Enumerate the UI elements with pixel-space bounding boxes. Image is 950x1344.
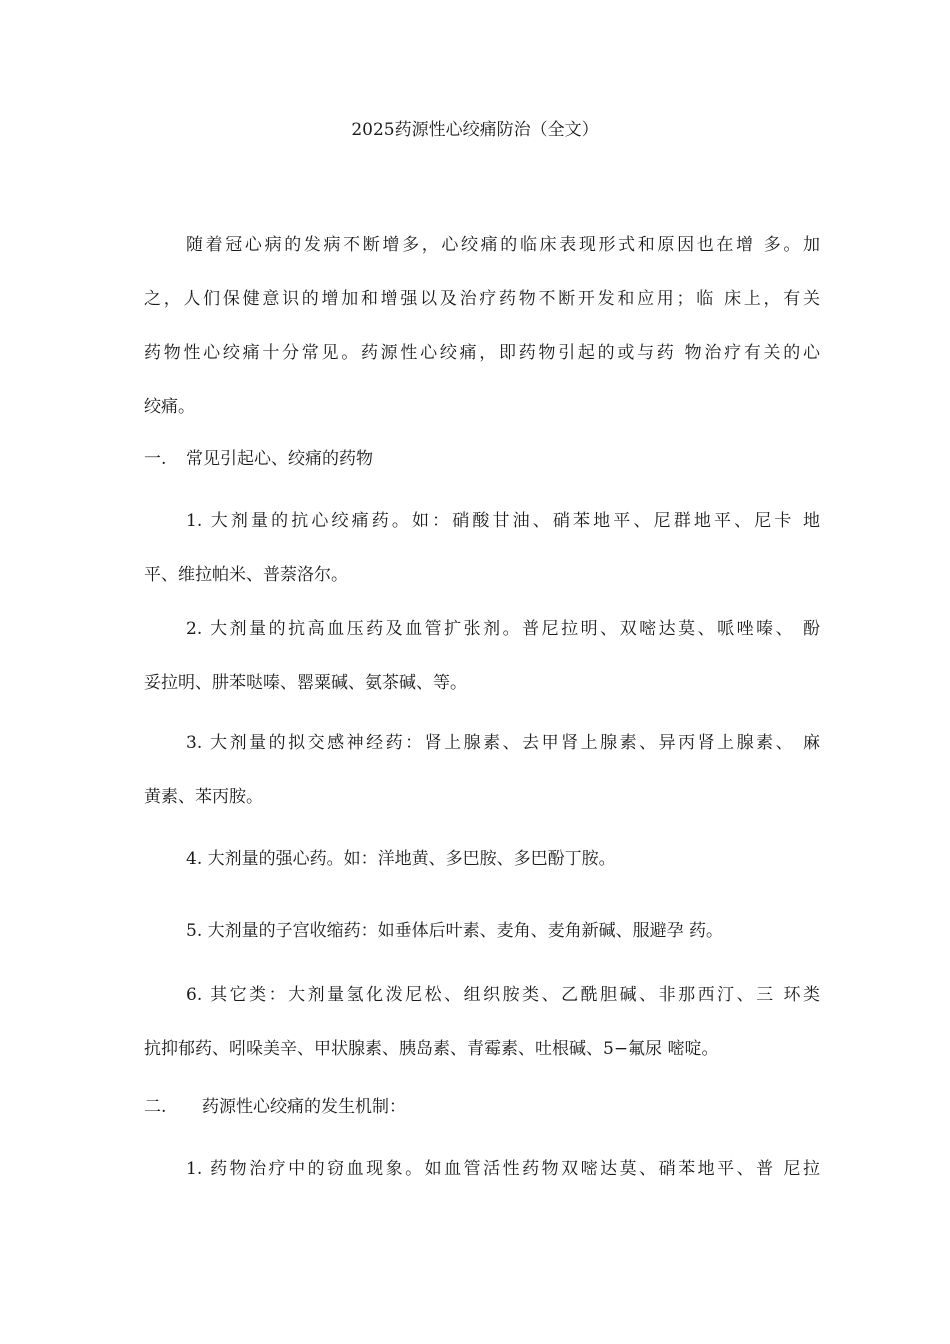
section-title: 常见引起心、绞痛的药物 xyxy=(186,449,373,469)
section-title: 药源性心绞痛的发生机制： xyxy=(202,1097,406,1117)
intro-line: 绞痛。 xyxy=(144,397,195,417)
list-item-line: 1. 大剂量的抗心绞痛药。如：硝酸甘油、硝苯地平、尼群地平、尼卡 地 xyxy=(186,511,820,531)
list-item-line: 平、维拉帕米、普萘洛尔。 xyxy=(144,565,348,585)
intro-line: 之，人们保健意识的增加和增强以及治疗药物不断开发和应用；临 床上，有关 xyxy=(144,289,820,309)
list-item-line: 5. 大剂量的子宫收缩药：如垂体后叶素、麦角、麦角新碱、服避孕 药。 xyxy=(186,921,724,941)
list-item xyxy=(144,1142,820,1196)
list-item-line: 6. 其它类：大剂量氢化泼尼松、组织胺类、乙酰胆碱、非那西汀、三 环类 xyxy=(186,985,820,1005)
intro-line: 随着冠心病的发病不断增多，心绞痛的临床表现形式和原因也在增 多。加 xyxy=(186,235,820,255)
list-item-line: 1. 药物治疗中的窃血现象。如血管活性药物双嘧达莫、硝苯地平、普 尼拉 xyxy=(186,1159,820,1179)
list-item-line: 3. 大剂量的拟交感神经药：肾上腺素、去甲肾上腺素、异丙肾上腺素、 麻 xyxy=(186,733,820,753)
list-item xyxy=(144,494,820,602)
list-item xyxy=(144,602,820,710)
list-item-line: 妥拉明、肼苯哒嗪、罂粟碱、氨茶碱、等。 xyxy=(144,673,467,693)
section-number: 二. xyxy=(144,1097,167,1117)
list-item-line: 抗抑郁药、吲哚美辛、甲状腺素、胰岛素、青霉素、吐根碱、5−氟尿 嘧啶。 xyxy=(144,1039,719,1059)
section-heading xyxy=(144,1080,406,1134)
list-item xyxy=(144,832,820,886)
list-item xyxy=(144,716,820,824)
list-item xyxy=(144,968,820,1076)
intro-paragraph xyxy=(144,218,820,434)
document-title: 2025药源性心绞痛防治（全文） xyxy=(351,120,599,140)
list-item xyxy=(144,904,820,958)
intro-line: 药物性心绞痛十分常见。药源性心绞痛，即药物引起的或与药 物治疗有关的心 xyxy=(144,343,820,363)
list-item-line: 4. 大剂量的强心药。如：洋地黄、多巴胺、多巴酚丁胺。 xyxy=(186,849,616,869)
section-heading xyxy=(144,432,373,486)
list-item-line: 黄素、苯丙胺。 xyxy=(144,787,263,807)
section-number: 一. xyxy=(144,449,167,469)
list-item-line: 2. 大剂量的抗高血压药及血管扩张剂。普尼拉明、双嘧达莫、哌唑嗪、 酚 xyxy=(186,619,820,639)
